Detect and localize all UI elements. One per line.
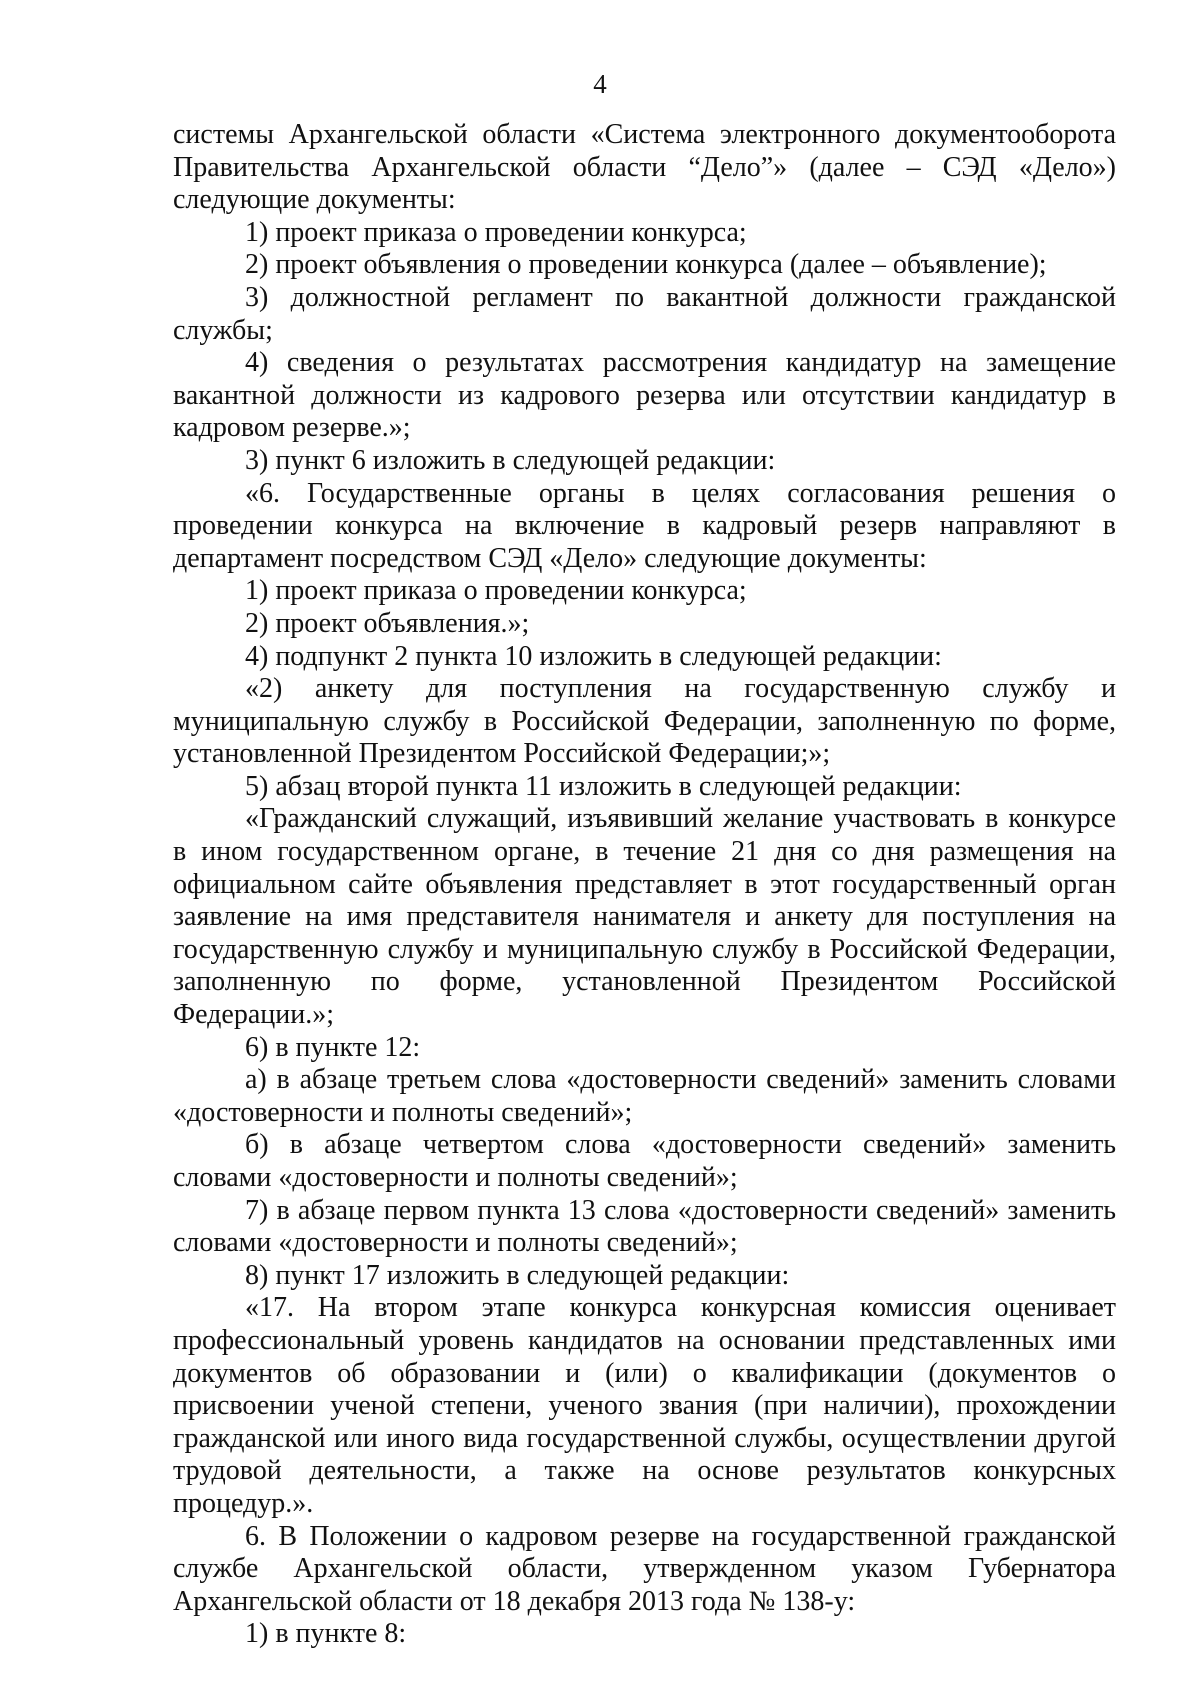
paragraph: 8) пункт 17 изложить в следующей редакции: [245,1259,790,1291]
paragraph: «6. Государственные органы в целях согласования решения о проведении конкурса на включение в кадровый резерв направляют в департамент посредством СЭД «Дело» следующие документы: [173,477,1116,574]
paragraph: 3) должностной регламент по вакантной должности гражданской службы; [173,281,1116,346]
paragraph: «2) анкету для поступления на государственную службу и муниципальную службу в Российской Федерации, заполненную по форме, установленной Президентом Российской Федерации;»; [173,673,1116,770]
paragraph: 2) проект объявления о проведении конкурса (далее – объявление); [245,249,1047,281]
paragraph: 3) пункт 6 изложить в следующей редакции: [245,444,776,476]
paragraph: 5) абзац второй пункта 11 изложить в следующей редакции: [245,770,962,802]
page-number: 4 [593,69,607,99]
paragraph: 1) проект приказа о проведении конкурса; [245,575,747,607]
paragraph: системы Архангельской области «Система электронного документооборота Правительства Архангельской области “Дело”» (далее – СЭД «Дело») следующие документы: [173,119,1116,216]
paragraph: 2) проект объявления.»; [245,607,530,639]
paragraph: 1) в пункте 8: [245,1618,407,1650]
paragraph: «17. На втором этапе конкурса конкурсная комиссия оценивает профессиональный уровень кандидатов на основании представленных ими документов об образовании и (или) о квалификации (документов о присвоении ученой степени, ученого звания (при наличии), прохождении гражданской или иного вида государственной службы, осуществлении другой трудовой деятельности, а также на основе результатов конкурсных процедур.». [173,1292,1116,1519]
paragraph: 4) сведения о результатах рассмотрения кандидатур на замещение вакантной должности из кадрового резерва или отсутствии кандидатур в кадровом резерве.»; [173,347,1116,444]
paragraph: 6) в пункте 12: [245,1031,421,1063]
paragraph: «Гражданский служащий, изъявивший желание участвовать в конкурсе в ином государственном органе, в течение 21 дня со дня размещения на официальном сайте объявления представляет в этот государственный орган заявление на имя представителя нанимателя и анкету для поступления на государственную службу и муниципальную службу в Российской Федерации, заполненную по форме, установленной Президентом Российской Федерации.»; [173,803,1116,1031]
paragraph: б) в абзаце четвертом слова «достоверности сведений» заменить словами «достоверности и полноты сведений»; [173,1129,1116,1193]
paragraph: 6. В Положении о кадровом резерве на государственной гражданской службе Архангельской области, утвержденном указом Губернатора Архангельской области от 18 декабря 2013 года № 138-у: [173,1520,1116,1617]
paragraph: 1) проект приказа о проведении конкурса; [245,216,747,248]
paragraph: а) в абзаце третьем слова «достоверности сведений» заменить словами «достоверности и полноты сведений»; [173,1064,1116,1128]
paragraph: 7) в абзаце первом пункта 13 слова «достоверности сведений» заменить словами «достоверности и полноты сведений»; [173,1194,1116,1259]
document-body [173,119,1116,1651]
paragraph: 4) подпункт 2 пункта 10 изложить в следующей редакции: [245,640,942,672]
